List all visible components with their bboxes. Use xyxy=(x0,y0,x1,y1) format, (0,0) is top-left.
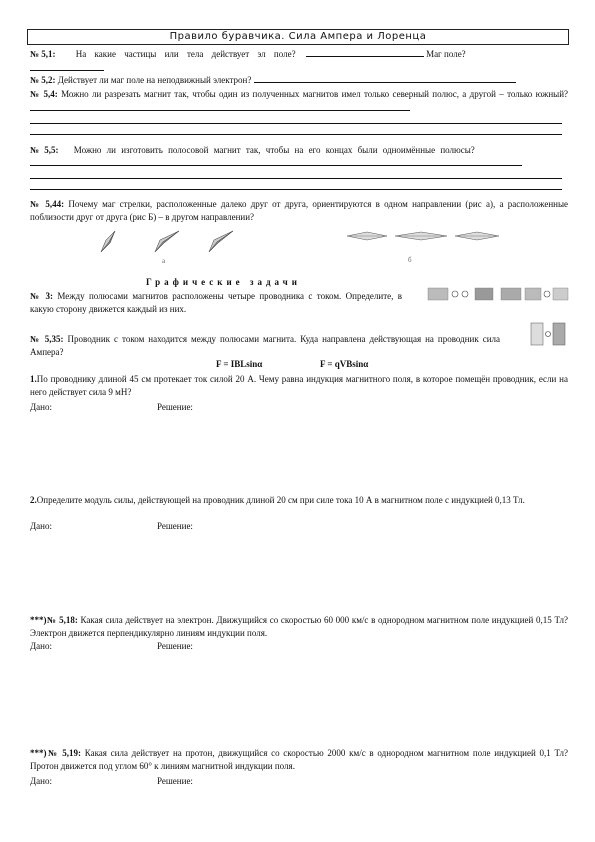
question-number: № 5,5: xyxy=(30,145,59,155)
compass-needle-icon xyxy=(209,231,233,252)
figure-label-a: а xyxy=(162,257,166,265)
problem-text: Определите модуль силы, действующей на проводник длиной 20 см при силе тока 10 А в магнитном поле с индукцией 0,13 Тл. xyxy=(36,495,525,505)
question-5-35 xyxy=(30,333,500,358)
question-text: Действует ли маг поле на неподвижный электрон? xyxy=(57,75,252,85)
answer-line[interactable] xyxy=(30,101,410,111)
question-text: Можно ли разрезать магнит так, чтобы один из полученных магнитов имел только северный полюс, а другой – только южный? xyxy=(61,89,569,99)
answer-line[interactable] xyxy=(30,165,522,166)
current-out-icon xyxy=(544,291,550,297)
problem-2 xyxy=(30,494,568,507)
question-text: На какие частицы или тела действует эл поле? xyxy=(75,49,296,59)
question-number: № 5,4: xyxy=(30,89,58,99)
compass-needle-icon xyxy=(101,231,115,252)
question-text: Почему маг стрелки, расположенные далеко друг от друга, ориентируются в одном направлении (рис а), а расположенные поблизости друг от друга (рис Б) – в другом направлении? xyxy=(30,199,568,222)
solution-label: Решение: xyxy=(157,402,193,412)
given-label: Дано: xyxy=(30,776,52,786)
question-5-1 xyxy=(30,47,568,74)
question-number: № 5,1: xyxy=(30,49,56,59)
question-text: Проводник с током находится между полюсами магнита. Куда направлена действующая на проводник сила Ампера? xyxy=(30,334,500,357)
solution-label: Решение: xyxy=(157,776,193,786)
ampere-force-formula: F = IBLsinα xyxy=(216,359,263,369)
question-number: № 3: xyxy=(30,291,54,301)
answer-line[interactable] xyxy=(254,73,516,83)
problem-1 xyxy=(30,373,568,398)
magnets-with-conductors-figure xyxy=(427,286,569,302)
solution-label: Решение: xyxy=(157,641,193,651)
problem-text: По проводнику длиной 45 см протекает ток силой 20 А. Чему равна индукция магнитного поля, в которое помещён проводник, если на него действует сила 9 мН? xyxy=(30,374,568,397)
current-out-icon xyxy=(546,332,551,337)
answer-line[interactable] xyxy=(30,189,562,190)
problem-number: ***)№ 5,19: xyxy=(30,748,81,758)
answer-line[interactable] xyxy=(30,123,562,124)
compass-needle-icon xyxy=(347,232,387,240)
section-title: Графические задачи xyxy=(146,277,301,287)
question-5-2 xyxy=(30,73,568,87)
question-number: № 5,2: xyxy=(30,75,56,85)
solution-label: Решение: xyxy=(157,521,193,531)
problem-number: ***)№ 5,18: xyxy=(30,615,78,625)
problem-number: 2. xyxy=(30,495,37,505)
question-text-tail: Маг поле? xyxy=(426,49,466,59)
answer-line[interactable] xyxy=(30,178,562,179)
answer-line[interactable] xyxy=(30,134,562,135)
problem-text: Какая сила действует на протон, движущийся со скоростью 2000 км/с в однородном магнитном поле индукцией 0,1 Тл? Протон движется под углом 60° к линиям магнитной индукции поля. xyxy=(30,748,568,771)
problem-5-19 xyxy=(30,747,568,772)
compass-needles-figure-b xyxy=(345,230,505,242)
compass-needle-icon xyxy=(455,232,499,240)
question-text: Между полюсами магнитов расположены четыре проводника с током. Определите, в какую сторону движется каждый из них. xyxy=(30,291,403,314)
answer-line[interactable] xyxy=(306,47,424,57)
question-number: № 5,44: xyxy=(30,199,65,209)
current-out-icon xyxy=(452,291,458,297)
lorentz-force-formula: F = qVBsinα xyxy=(320,359,369,369)
compass-needle-icon xyxy=(395,232,447,240)
problem-text: Какая сила действует на электрон. Движущийся со скоростью 60 000 км/с в однородном магнитном поле индукцией 0,15 Тл? Электрон движется перпендикулярно линиям индукции поля. xyxy=(30,615,568,638)
question-text: Можно ли изготовить полосовой магнит так, чтобы на его концах были одноимённые полюсы? xyxy=(73,145,475,155)
compass-needle-icon xyxy=(155,231,179,252)
given-label: Дано: xyxy=(30,521,52,531)
question-5-4 xyxy=(30,88,568,114)
conductor-between-poles-figure xyxy=(530,322,566,346)
question-5-5 xyxy=(30,144,568,157)
answer-line[interactable] xyxy=(30,61,104,71)
worksheet-title: Правило буравчика. Сила Ампера и Лоренца xyxy=(27,29,569,45)
given-label: Дано: xyxy=(30,641,52,651)
compass-needles-figure-a xyxy=(95,226,245,262)
problem-5-18 xyxy=(30,614,568,639)
question-5-44 xyxy=(30,198,568,223)
question-number: № 5,35: xyxy=(30,334,64,344)
figure-label-b: б xyxy=(408,256,412,264)
question-graphic-3 xyxy=(30,290,402,315)
given-label: Дано: xyxy=(30,402,52,412)
current-in-icon xyxy=(462,291,468,297)
problem-number: 1. xyxy=(30,374,37,384)
